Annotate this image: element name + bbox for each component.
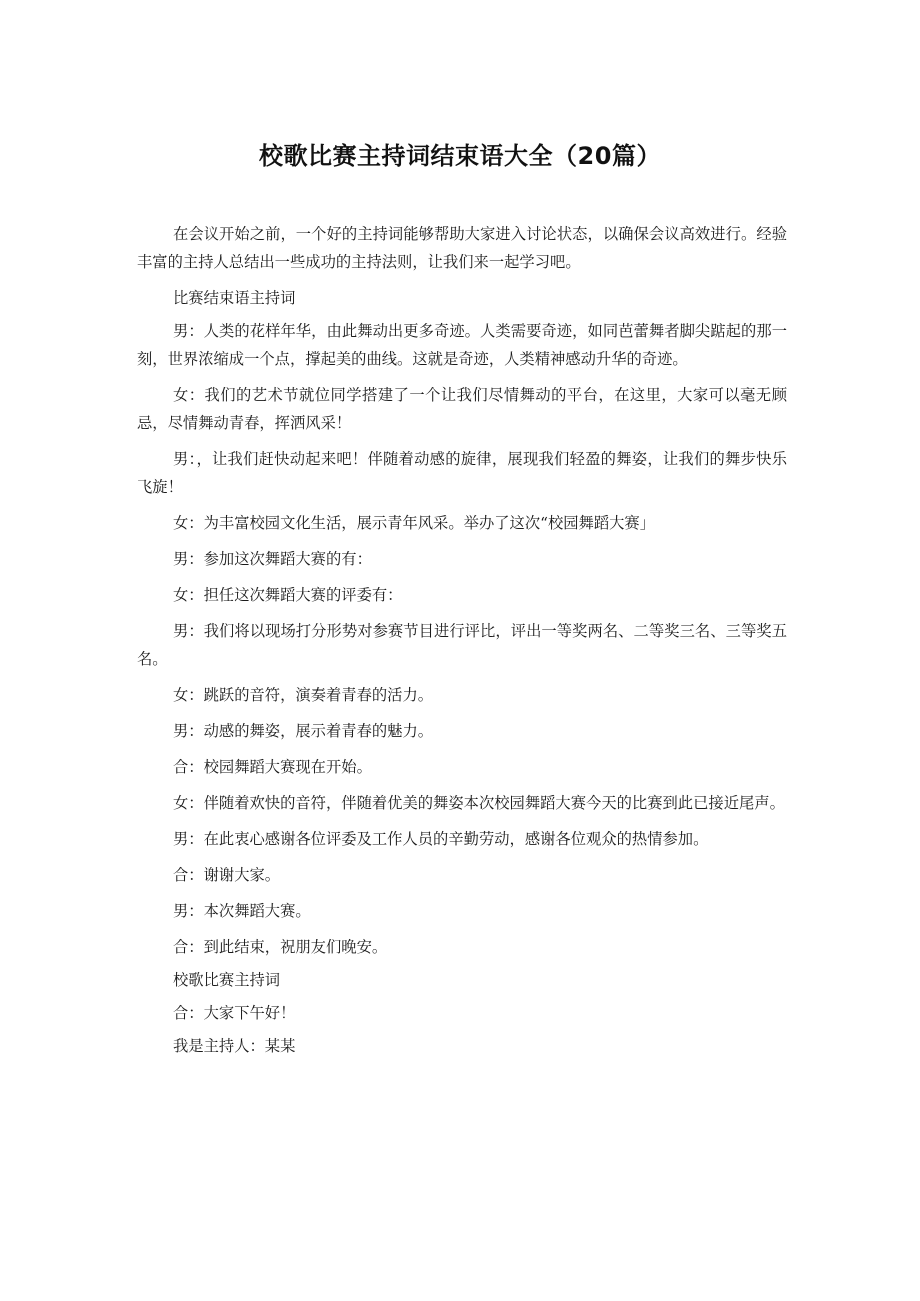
dialogue-paragraph: 合：校园舞蹈大赛现在开始。	[173, 758, 372, 776]
intro-paragraph: 在会议开始之前，一个好的主持词能够帮助大家进入讨论状态，以确保会议高效进行。经验丰富的主持人总结出一些成功的主持法则，让我们来一起学习吧。	[137, 225, 787, 271]
dialogue-paragraph: 男：参加这次舞蹈大赛的有：	[173, 550, 372, 568]
dialogue-paragraph: 男：动感的舞姿，展示着青春的魅力。	[173, 722, 434, 740]
dialogue-paragraph: 男：本次舞蹈大赛。	[173, 902, 311, 920]
section-heading-school-song: 校歌比赛主持词	[173, 971, 281, 989]
document-title: 校歌比赛主持词结束语大全（20篇）	[259, 142, 661, 170]
dialogue-paragraph: 男：在此衷心感谢各位评委及工作人员的辛勤劳动，感谢各位观众的热情参加。	[173, 830, 709, 848]
dialogue-paragraph: 女：为丰富校园文化生活，展示青年风采。举办了这次“校园舞蹈大赛」	[173, 514, 656, 532]
section-heading-closing-remarks: 比赛结束语主持词	[173, 289, 296, 307]
dialogue-paragraph: 合：大家下午好！	[173, 1004, 296, 1022]
dialogue-paragraph: 女：伴随着欢快的音符，伴随着优美的舞姿本次校园舞蹈大赛今天的比赛到此已接近尾声。	[173, 794, 785, 812]
dialogue-paragraph: 男：，让我们赶快动起来吧！伴随着动感的旋律，展现我们轻盈的舞姿，让我们的舞步快乐飞旋！	[137, 450, 787, 496]
document-body	[137, 220, 787, 1065]
dialogue-paragraph: 男：人类的花样年华，由此舞动出更多奇迹。人类需要奇迹，如同芭蕾舞者脚尖踮起的那一刻，世界浓缩成一个点，撑起美的曲线。这就是奇迹，人类精神感动升华的奇迹。	[137, 322, 787, 368]
dialogue-paragraph: 女：跳跃的音符，演奏着青春的活力。	[173, 686, 434, 704]
dialogue-paragraph: 男：我们将以现场打分形势对参赛节目进行评比，评出一等奖两名、二等奖三名、三等奖五名。	[137, 622, 787, 668]
host-introduction: 我是主持人：某某	[173, 1037, 296, 1055]
dialogue-paragraph: 合：到此结束，祝朋友们晚安。	[173, 938, 388, 956]
dialogue-paragraph: 合：谢谢大家。	[173, 866, 281, 884]
dialogue-paragraph: 女：我们的艺术节就位同学搭建了一个让我们尽情舞动的平台，在这里，大家可以毫无顾忌，尽情舞动青春，挥洒风采！	[137, 386, 787, 432]
dialogue-paragraph: 女：担任这次舞蹈大赛的评委有：	[173, 586, 403, 604]
